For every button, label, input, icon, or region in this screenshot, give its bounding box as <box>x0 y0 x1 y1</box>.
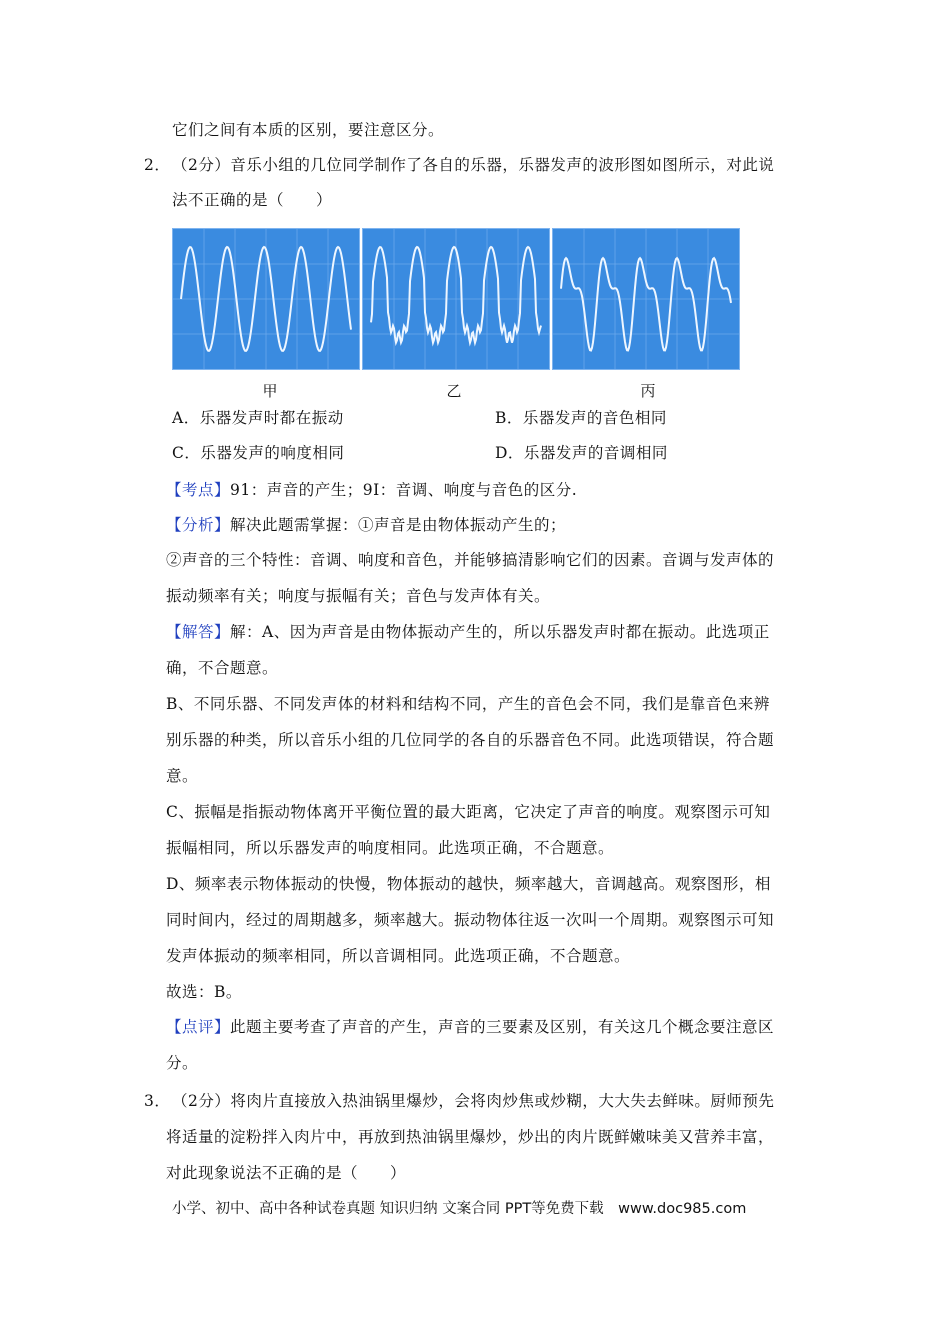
option-b: B．乐器发声的音色相同 <box>495 409 667 427</box>
option-d: D．乐器发声的音调相同 <box>495 444 668 462</box>
fenxi-line2: ②声音的三个特性：音调、响度和音色，并能够搞清影响它们的因素。音调与发声体的 <box>166 551 775 569</box>
jieda-tag: 【解答】 <box>166 623 231 641</box>
option-c: C．乐器发声的响度相同 <box>172 444 345 462</box>
dianping <box>166 1017 774 1037</box>
kaodian-tag: 【考点】 <box>166 481 231 499</box>
kaodian <box>166 480 577 500</box>
fenxi-tag: 【分析】 <box>166 516 231 534</box>
jieda-d-line3: 发声体振动的频率相同，所以音调相同。此选项正确，不合题意。 <box>166 947 631 965</box>
q2-number: 2． <box>144 156 171 174</box>
dianping-line2: 分。 <box>166 1054 199 1072</box>
jieda-line2: 确，不合题意。 <box>166 659 279 677</box>
waveform-bing <box>552 228 740 370</box>
fenxi-line3: 振动频率有关；响度与振幅有关；音色与发声体有关。 <box>166 587 551 605</box>
jieda-d-line1: D、频率表示物体振动的快慢，物体振动的越快，频率越大，音调越高。观察图形，相 <box>166 875 771 893</box>
answer: 故选：B。 <box>166 983 242 1001</box>
waveform-yi <box>362 228 550 370</box>
q2-stem-line2: 法不正确的是（ ） <box>172 191 333 209</box>
intro-line: 它们之间有本质的区别，要注意区分。 <box>172 121 445 139</box>
jieda-d-line2: 同时间内，经过的周期越多，频率越大。振动物体往返一次叫一个周期。观察图示可知 <box>166 911 775 929</box>
fenxi <box>166 515 566 535</box>
q3-stem-line3: 对此现象说法不正确的是（ ） <box>166 1164 407 1182</box>
label-bing: 丙 <box>640 382 656 400</box>
label-yi: 乙 <box>446 382 462 400</box>
q3-stem-line2: 将适量的淀粉拌入肉片中，再放到热油锅里爆炒，炒出的肉片既鲜嫩味美又营养丰富， <box>166 1128 775 1146</box>
label-jia: 甲 <box>262 382 278 400</box>
jieda-text: 解：A、因为声音是由物体振动产生的，所以乐器发声时都在振动。此选项正 <box>230 623 770 641</box>
jieda-c-line2: 振幅相同，所以乐器发声的响度相同。此选项正确，不合题意。 <box>166 839 615 857</box>
q2-stem-line1: （2分）音乐小组的几位同学制作了各自的乐器，乐器发声的波形图如图所示，对此说 <box>172 156 775 174</box>
jieda <box>166 622 770 642</box>
q3-stem-line1: （2分）将肉片直接放入热油锅里爆炒，会将肉炒焦或炒糊，大大失去鲜味。厨师预先 <box>172 1092 775 1110</box>
jieda-b-line3: 意。 <box>166 767 199 785</box>
waveform-jia <box>172 228 360 370</box>
jieda-b-line1: B、不同乐器、不同发声体的材料和结构不同，产生的音色会不同，我们是靠音色来辨 <box>166 695 770 713</box>
fenxi-text: 解决此题需掌握：①声音是由物体振动产生的； <box>230 516 567 534</box>
option-a: A．乐器发声时都在振动 <box>172 409 344 427</box>
jieda-c-line1: C、振幅是指振动物体离开平衡位置的最大距离，它决定了声音的响度。观察图示可知 <box>166 803 771 821</box>
dianping-tag: 【点评】 <box>166 1018 231 1036</box>
q3-number: 3． <box>144 1092 171 1110</box>
jieda-b-line2: 别乐器的种类，所以音乐小组的几位同学的各自的乐器音色不同。此选项错误，符合题 <box>166 731 775 749</box>
footer-ad: 小学、初中、高中各种试卷真题 知识归纳 文案合同 PPT等免费下载 www.doc985.com <box>172 1201 747 1217</box>
kaodian-text: 91：声音的产生；9I：音调、响度与音色的区分. <box>230 481 578 499</box>
dianping-text: 此题主要考查了声音的产生，声音的三要素及区别，有关这几个概念要注意区 <box>230 1018 775 1036</box>
